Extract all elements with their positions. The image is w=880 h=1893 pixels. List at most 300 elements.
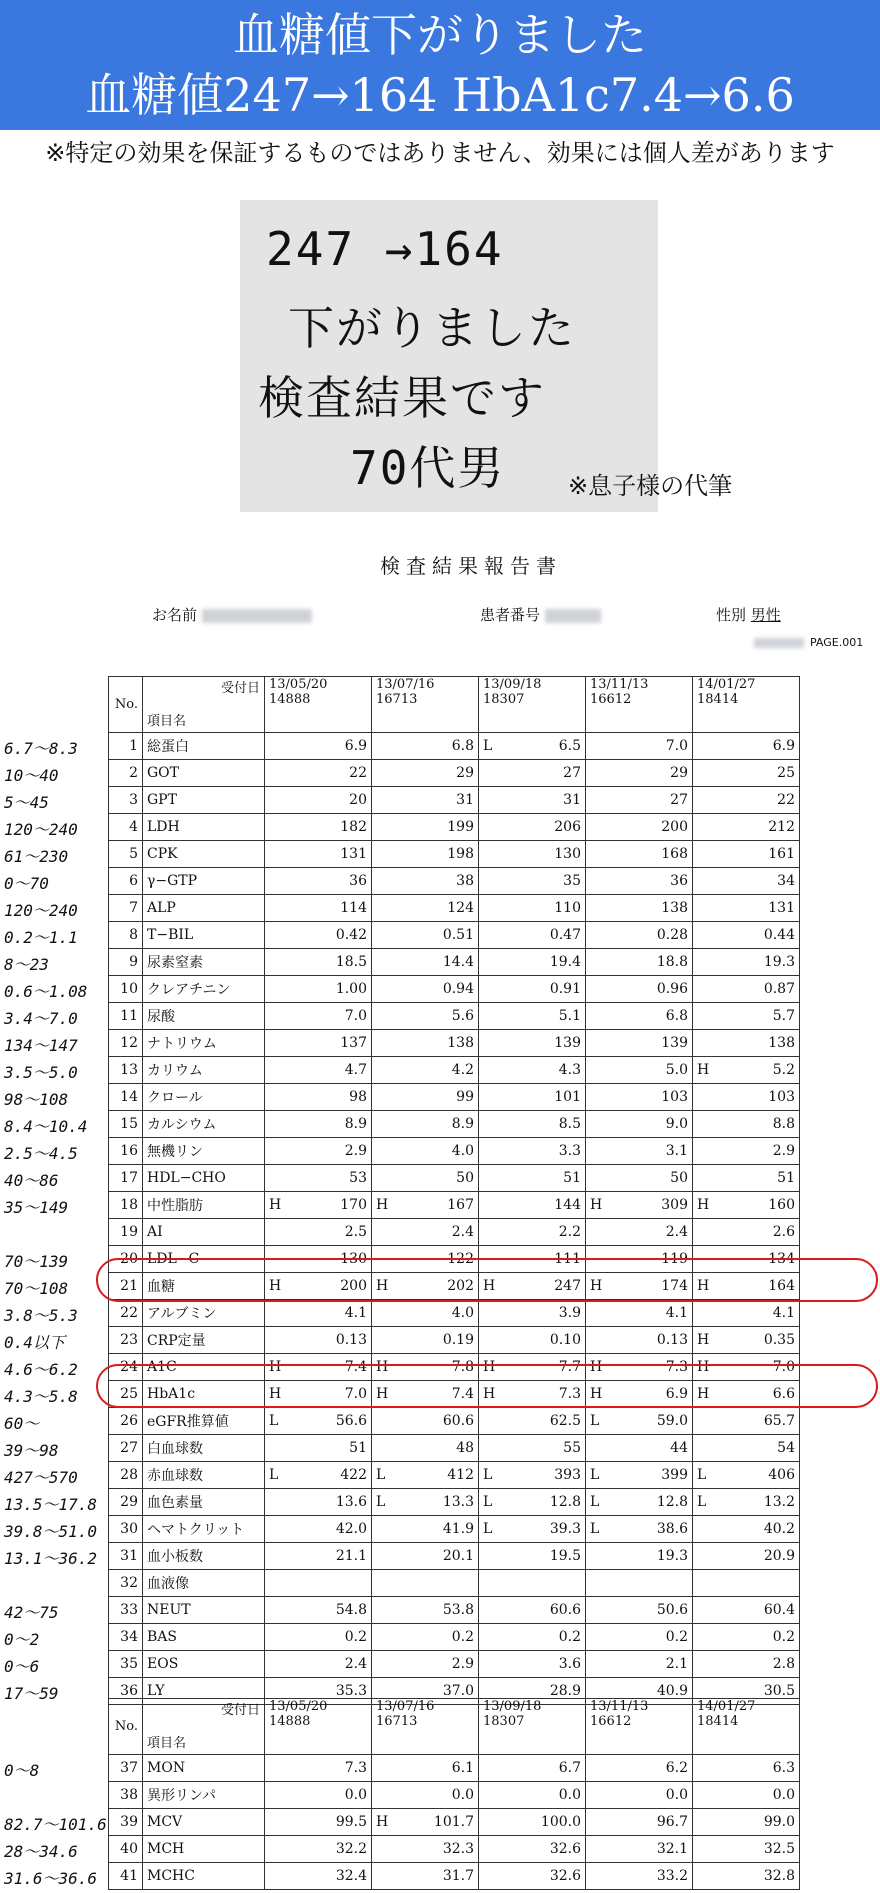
result-value: 0.0 <box>451 1787 474 1803</box>
item-name: 血糖 <box>143 1273 265 1300</box>
item-name: 血色素量 <box>143 1489 265 1516</box>
result-cell <box>586 1624 693 1651</box>
table-row <box>109 814 800 841</box>
result-flag: H <box>376 1386 389 1402</box>
result-value: 4.1 <box>665 1305 688 1321</box>
result-cell <box>479 1863 586 1890</box>
result-value: 65.7 <box>763 1413 795 1429</box>
result-cell <box>586 1462 693 1489</box>
reference-range: 70〜139 <box>4 1252 69 1271</box>
result-cell <box>586 733 693 760</box>
item-name: クレアチニン <box>143 976 265 1003</box>
result-value: 30.5 <box>763 1683 795 1699</box>
table-row <box>109 733 800 760</box>
result-value: 247 <box>554 1278 581 1294</box>
row-number: 26 <box>109 1408 143 1435</box>
result-cell <box>693 814 800 841</box>
result-cell <box>372 1408 479 1435</box>
result-cell <box>372 1219 479 1246</box>
result-value: 7.8 <box>451 1359 474 1375</box>
note-line-4: 70代男 <box>350 441 506 495</box>
row-number: 27 <box>109 1435 143 1462</box>
result-cell <box>693 1003 800 1030</box>
result-value: 309 <box>661 1197 688 1213</box>
result-value: 51 <box>563 1170 581 1186</box>
result-value: 412 <box>447 1467 474 1483</box>
result-cell <box>693 949 800 976</box>
item-name: 尿素窒素 <box>143 949 265 976</box>
result-cell <box>372 1300 479 1327</box>
result-flag: L <box>590 1413 600 1429</box>
result-cell <box>479 1543 586 1570</box>
header-received-label: 受付日 <box>220 681 260 696</box>
item-name: γ−GTP <box>143 868 265 895</box>
result-cell <box>586 1435 693 1462</box>
result-value: 0.44 <box>763 927 795 943</box>
result-value: 103 <box>768 1089 795 1105</box>
reference-range: 13.1〜36.2 <box>4 1549 98 1568</box>
item-name: CPK <box>143 841 265 868</box>
sex-field <box>716 604 781 625</box>
result-value: 7.0 <box>665 738 688 754</box>
result-cell <box>693 760 800 787</box>
result-cell <box>586 787 693 814</box>
result-value: 98 <box>349 1089 367 1105</box>
result-cell <box>265 1462 372 1489</box>
result-value: 0.2 <box>344 1629 367 1645</box>
result-cell <box>693 1192 800 1219</box>
result-cell <box>372 1624 479 1651</box>
result-cell <box>479 976 586 1003</box>
result-value: 8.9 <box>451 1116 474 1132</box>
result-value: 96.7 <box>656 1814 688 1830</box>
row-number: 34 <box>109 1624 143 1651</box>
reference-range: 82.7〜101.6 <box>4 1815 107 1834</box>
result-value: 6.9 <box>344 738 367 754</box>
result-cell <box>586 1192 693 1219</box>
result-value: 55 <box>563 1440 581 1456</box>
result-value: 4.1 <box>772 1305 795 1321</box>
result-cell <box>265 1570 372 1597</box>
result-flag: H <box>376 1814 389 1830</box>
reference-range: 60〜 <box>4 1414 40 1433</box>
result-cell <box>479 1084 586 1111</box>
result-cell <box>372 1462 479 1489</box>
result-cell <box>586 976 693 1003</box>
reference-range: 35〜149 <box>4 1198 69 1217</box>
result-value: 5.0 <box>665 1062 688 1078</box>
table-row <box>109 841 800 868</box>
result-cell <box>265 814 372 841</box>
result-value: 5.6 <box>451 1008 474 1024</box>
result-value: 19.3 <box>763 954 795 970</box>
item-name: EOS <box>143 1651 265 1678</box>
result-cell <box>586 1138 693 1165</box>
name-redacted <box>202 609 312 623</box>
result-value: 139 <box>661 1035 688 1051</box>
result-value: 99.0 <box>763 1814 795 1830</box>
row-number: 30 <box>109 1516 143 1543</box>
result-cell <box>586 1327 693 1354</box>
result-cell <box>693 1138 800 1165</box>
result-cell <box>265 1192 372 1219</box>
item-name: MCV <box>143 1809 265 1836</box>
result-value: 48 <box>456 1440 474 1456</box>
result-value: 101 <box>554 1089 581 1105</box>
result-value: 7.4 <box>451 1386 474 1402</box>
result-cell <box>372 1327 479 1354</box>
reference-range: 120〜240 <box>4 901 78 920</box>
row-number: 1 <box>109 733 143 760</box>
result-cell <box>479 1597 586 1624</box>
result-cell <box>265 1219 372 1246</box>
result-value: 34 <box>777 873 795 889</box>
result-value: 6.8 <box>665 1008 688 1024</box>
result-flag: H <box>269 1278 282 1294</box>
header-receipt-id: 16713 <box>376 1714 418 1729</box>
result-cell <box>265 1782 372 1809</box>
reference-range: 120〜240 <box>4 820 78 839</box>
result-cell <box>265 1435 372 1462</box>
result-value: 0.2 <box>772 1629 795 1645</box>
result-cell <box>693 1327 800 1354</box>
result-cell <box>586 1219 693 1246</box>
patient-no-label: 患者番号 <box>480 606 541 624</box>
header-date-cell <box>372 1699 479 1755</box>
result-value: 38.6 <box>656 1521 688 1537</box>
row-number: 11 <box>109 1003 143 1030</box>
result-value: 35 <box>563 873 581 889</box>
header-date: 13/11/13 <box>590 677 649 692</box>
item-name: ナトリウム <box>143 1030 265 1057</box>
result-flag: H <box>483 1359 496 1375</box>
result-cell <box>265 1003 372 1030</box>
result-cell <box>693 895 800 922</box>
header-receipt-id: 18414 <box>697 692 739 707</box>
result-cell <box>265 1597 372 1624</box>
result-cell <box>265 1836 372 1863</box>
result-flag: H <box>269 1386 282 1402</box>
result-cell <box>693 922 800 949</box>
result-cell <box>586 1755 693 1782</box>
table-row <box>109 1516 800 1543</box>
result-value: 18.8 <box>656 954 688 970</box>
result-value: 7.7 <box>558 1359 581 1375</box>
result-cell <box>479 1219 586 1246</box>
table-row <box>109 1462 800 1489</box>
table-row <box>109 1030 800 1057</box>
result-cell <box>693 868 800 895</box>
result-value: 12.8 <box>549 1494 581 1510</box>
headline-line-2: 血糖値247→164 HbA1c7.4→6.6 <box>85 68 795 122</box>
table-row <box>109 1084 800 1111</box>
result-value: 18.5 <box>335 954 367 970</box>
result-value: 164 <box>768 1278 795 1294</box>
result-value: 99.5 <box>335 1814 367 1830</box>
header-date-cell <box>693 677 800 733</box>
result-cell <box>586 760 693 787</box>
result-value: 0.2 <box>558 1629 581 1645</box>
result-value: 2.2 <box>558 1224 581 1240</box>
result-value: 40.9 <box>656 1683 688 1699</box>
item-name: BAS <box>143 1624 265 1651</box>
reference-range: 0〜70 <box>4 874 49 893</box>
result-value: 0.13 <box>656 1332 688 1348</box>
result-flag: H <box>376 1278 389 1294</box>
item-name: MCH <box>143 1836 265 1863</box>
result-cell <box>586 1809 693 1836</box>
result-cell <box>479 1327 586 1354</box>
name-label: お名前 <box>152 606 198 624</box>
result-value: 14.4 <box>442 954 474 970</box>
row-number: 41 <box>109 1863 143 1890</box>
result-cell <box>693 1836 800 1863</box>
item-name: カリウム <box>143 1057 265 1084</box>
result-cell <box>693 976 800 1003</box>
row-number: 10 <box>109 976 143 1003</box>
result-value: 54.8 <box>335 1602 367 1618</box>
result-flag: L <box>590 1521 600 1537</box>
result-cell <box>372 841 479 868</box>
result-value: 2.9 <box>451 1656 474 1672</box>
result-value: 8.9 <box>344 1116 367 1132</box>
reference-range: 134〜147 <box>4 1036 78 1055</box>
table-row <box>109 760 800 787</box>
row-number: 3 <box>109 787 143 814</box>
result-flag: L <box>590 1494 600 1510</box>
table-row <box>109 1138 800 1165</box>
result-value: 31.7 <box>442 1868 474 1884</box>
result-cell <box>693 1782 800 1809</box>
reference-range: 3.8〜5.3 <box>4 1306 78 1325</box>
result-cell <box>372 1192 479 1219</box>
result-value: 50.6 <box>656 1602 688 1618</box>
result-cell <box>265 976 372 1003</box>
table-row <box>109 1570 800 1597</box>
result-cell <box>479 733 586 760</box>
result-value: 3.3 <box>558 1143 581 1159</box>
result-value: 20 <box>349 792 367 808</box>
row-number: 14 <box>109 1084 143 1111</box>
reference-range: 0〜2 <box>4 1630 40 1649</box>
result-cell <box>586 1570 693 1597</box>
result-value: 6.8 <box>451 738 474 754</box>
results-table-2 <box>108 1698 800 1890</box>
row-number: 29 <box>109 1489 143 1516</box>
header-date-cell <box>265 677 372 733</box>
row-number: 4 <box>109 814 143 841</box>
result-flag: H <box>376 1359 389 1375</box>
item-name: eGFR推算値 <box>143 1408 265 1435</box>
item-name: 総蛋白 <box>143 733 265 760</box>
result-value: 7.4 <box>344 1359 367 1375</box>
result-value: 0.0 <box>344 1787 367 1803</box>
result-cell <box>693 1057 800 1084</box>
item-name: 血液像 <box>143 1570 265 1597</box>
result-value: 7.0 <box>772 1359 795 1375</box>
result-value: 40.2 <box>763 1521 795 1537</box>
result-cell <box>586 1165 693 1192</box>
result-cell <box>586 949 693 976</box>
result-value: 206 <box>554 819 581 835</box>
row-number: 6 <box>109 868 143 895</box>
header-item-label: 項目名 <box>147 714 187 729</box>
result-cell <box>693 1300 800 1327</box>
result-cell <box>372 1030 479 1057</box>
result-cell <box>479 760 586 787</box>
result-value: 2.4 <box>665 1224 688 1240</box>
row-number: 18 <box>109 1192 143 1219</box>
result-value: 0.87 <box>763 981 795 997</box>
reference-range: 10〜40 <box>4 766 59 785</box>
header-date: 13/09/18 <box>483 1699 542 1714</box>
result-flag: L <box>483 1521 493 1537</box>
result-value: 167 <box>447 1197 474 1213</box>
result-cell <box>693 1462 800 1489</box>
result-value: 22 <box>777 792 795 808</box>
result-cell <box>479 1624 586 1651</box>
result-value: 200 <box>340 1278 367 1294</box>
result-cell <box>586 922 693 949</box>
result-cell <box>479 1651 586 1678</box>
result-cell <box>265 1863 372 1890</box>
result-value: 19.4 <box>549 954 581 970</box>
result-cell <box>372 787 479 814</box>
result-value: 0.10 <box>549 1332 581 1348</box>
row-number: 23 <box>109 1327 143 1354</box>
result-cell <box>372 760 479 787</box>
reference-range: 8.4〜10.4 <box>4 1117 88 1136</box>
result-cell <box>479 895 586 922</box>
result-value: 19.5 <box>549 1548 581 1564</box>
table-row <box>109 949 800 976</box>
table-row <box>109 868 800 895</box>
result-cell <box>693 733 800 760</box>
result-cell <box>372 976 479 1003</box>
result-value: 60.4 <box>763 1602 795 1618</box>
result-cell <box>265 868 372 895</box>
reference-range: 28〜34.6 <box>4 1842 78 1861</box>
result-cell <box>586 1111 693 1138</box>
date-redacted <box>754 638 804 648</box>
header-item-label: 項目名 <box>147 1736 187 1751</box>
result-value: 0.19 <box>442 1332 474 1348</box>
reference-range: 3.5〜5.0 <box>4 1063 78 1082</box>
reference-range: 0.6〜1.08 <box>4 982 88 1001</box>
row-number: 33 <box>109 1597 143 1624</box>
result-value: 6.7 <box>558 1760 581 1776</box>
result-cell <box>265 1030 372 1057</box>
result-value: 51 <box>349 1440 367 1456</box>
item-name: MON <box>143 1755 265 1782</box>
header-item-cell <box>143 677 265 733</box>
result-cell <box>693 1408 800 1435</box>
result-value: 4.1 <box>344 1305 367 1321</box>
result-value: 32.6 <box>549 1868 581 1884</box>
result-value: 51 <box>777 1170 795 1186</box>
result-cell <box>693 1597 800 1624</box>
result-cell <box>372 733 479 760</box>
result-value: 8.5 <box>558 1116 581 1132</box>
result-flag: H <box>269 1359 282 1375</box>
reference-range: 40〜86 <box>4 1171 59 1190</box>
result-value: 27 <box>563 765 581 781</box>
result-cell <box>372 1057 479 1084</box>
result-cell <box>479 1300 586 1327</box>
result-cell <box>586 1300 693 1327</box>
result-cell <box>693 1219 800 1246</box>
table-row <box>109 1003 800 1030</box>
result-cell <box>372 895 479 922</box>
row-number: 36 <box>109 1678 143 1705</box>
result-value: 198 <box>447 846 474 862</box>
result-flag: H <box>697 1062 710 1078</box>
table-row <box>109 1836 800 1863</box>
result-value: 32.5 <box>763 1841 795 1857</box>
result-value: 6.3 <box>772 1760 795 1776</box>
result-cell <box>586 1057 693 1084</box>
result-cell <box>265 787 372 814</box>
table-row <box>109 1057 800 1084</box>
table-row <box>109 1597 800 1624</box>
result-value: 134 <box>768 1251 795 1267</box>
result-cell <box>265 1543 372 1570</box>
table-row <box>109 1435 800 1462</box>
result-cell <box>586 1651 693 1678</box>
result-value: 42.0 <box>335 1521 367 1537</box>
reference-range: 0.4以下 <box>4 1333 65 1352</box>
table-row <box>109 1219 800 1246</box>
header-receipt-id: 16612 <box>590 692 632 707</box>
result-value: 4.3 <box>558 1062 581 1078</box>
item-name: ALP <box>143 895 265 922</box>
result-flag: H <box>697 1332 710 1348</box>
result-cell <box>693 841 800 868</box>
result-value: 3.9 <box>558 1305 581 1321</box>
result-cell <box>372 1836 479 1863</box>
result-cell <box>372 1782 479 1809</box>
result-cell <box>479 1192 586 1219</box>
result-cell <box>586 814 693 841</box>
header-date: 13/07/16 <box>376 677 435 692</box>
result-cell <box>586 895 693 922</box>
result-value: 0.13 <box>335 1332 367 1348</box>
result-cell <box>586 841 693 868</box>
result-flag: L <box>376 1467 386 1483</box>
result-value: 3.1 <box>665 1143 688 1159</box>
reference-range: 4.6〜6.2 <box>4 1360 78 1379</box>
result-value: 5.2 <box>772 1062 795 1078</box>
result-value: 6.9 <box>665 1386 688 1402</box>
result-value: 25 <box>777 765 795 781</box>
header-no: No. <box>109 677 143 733</box>
result-value: 2.4 <box>451 1224 474 1240</box>
table-row <box>109 1863 800 1890</box>
result-value: 0.94 <box>442 981 474 997</box>
result-value: 406 <box>768 1467 795 1483</box>
result-cell <box>372 1570 479 1597</box>
result-value: 7.0 <box>344 1008 367 1024</box>
result-value: 200 <box>661 819 688 835</box>
result-value: 114 <box>340 900 367 916</box>
result-value: 4.2 <box>451 1062 474 1078</box>
header-receipt-id: 18414 <box>697 1714 739 1729</box>
result-value: 50 <box>670 1170 688 1186</box>
item-name: 血小板数 <box>143 1543 265 1570</box>
result-cell <box>372 814 479 841</box>
result-cell <box>693 1111 800 1138</box>
item-name: A1C <box>143 1354 265 1381</box>
